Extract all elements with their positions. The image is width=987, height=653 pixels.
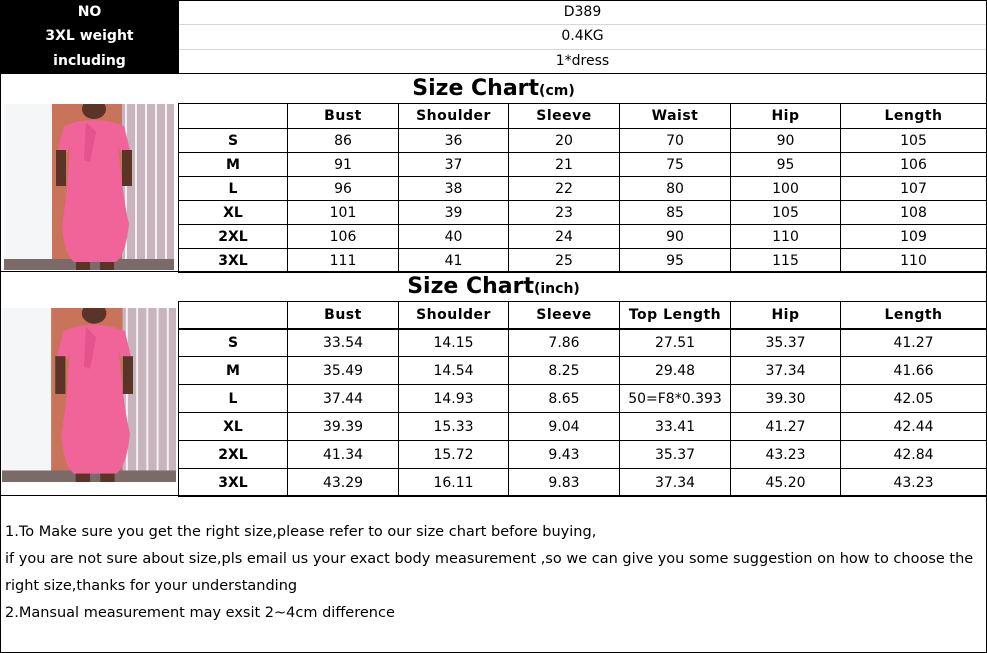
inch-chart-title — [0, 271, 987, 301]
label-no: NO — [77, 4, 102, 20]
cell: 8.25 — [509, 357, 620, 385]
header-cell — [179, 104, 288, 129]
cell: 91 — [288, 153, 399, 177]
cell: 39.39 — [288, 413, 399, 441]
header-cell: Length — [841, 302, 987, 329]
note-line: 1.To Make sure you get the right size,please refer to our size chart before buying, — [5, 524, 597, 540]
cell: 43.23 — [731, 441, 841, 469]
value-including: 1*dress — [555, 52, 610, 69]
table-row — [179, 177, 987, 201]
cell: 41.34 — [288, 441, 399, 469]
cell: 80 — [620, 177, 731, 201]
cell: 15.72 — [399, 441, 509, 469]
cell: 15.33 — [399, 413, 509, 441]
cell: 14.15 — [399, 329, 509, 357]
cell: 110 — [731, 225, 841, 249]
table-row — [179, 385, 987, 413]
cell: 8.65 — [509, 385, 620, 413]
cell: 95 — [731, 153, 841, 177]
table-row — [179, 329, 987, 357]
cell: 105 — [841, 129, 987, 153]
value-weight: 0.4KG — [179, 25, 986, 49]
cell: 9.04 — [509, 413, 620, 441]
size-label: L — [179, 177, 288, 201]
cell: 40 — [399, 225, 509, 249]
cell: 14.93 — [399, 385, 509, 413]
cell: 22 — [509, 177, 620, 201]
cell: 14.54 — [399, 357, 509, 385]
cell: 16.11 — [399, 469, 509, 497]
cell: 9.83 — [509, 469, 620, 497]
product-photo — [4, 104, 174, 270]
label-including: including — [53, 52, 126, 69]
cell: 109 — [841, 225, 987, 249]
cell: 42.84 — [841, 441, 987, 469]
cell: 107 — [841, 177, 987, 201]
cell: 105 — [731, 201, 841, 225]
header-cell: Length — [841, 104, 987, 129]
size-label: 2XL — [179, 441, 288, 469]
label-weight: 3XL weight — [45, 28, 134, 45]
cell: 41.66 — [841, 357, 987, 385]
cell: 42.05 — [841, 385, 987, 413]
cm-unit: (cm) — [539, 83, 575, 99]
cell: 42.44 — [841, 413, 987, 441]
header-cell: Bust — [288, 104, 399, 129]
cell: 110 — [841, 249, 987, 273]
cell: 75 — [620, 153, 731, 177]
cell: 33.41 — [620, 413, 731, 441]
table-row — [179, 129, 987, 153]
header-cell: Top Length — [620, 302, 731, 329]
header-cell: Shoulder — [399, 302, 509, 329]
cell: 39.30 — [731, 385, 841, 413]
cell: 96 — [288, 177, 399, 201]
value-no: D389 — [179, 1, 986, 25]
cell: 29.48 — [620, 357, 731, 385]
size-label: L — [179, 385, 288, 413]
cell: 20 — [509, 129, 620, 153]
cell: 108 — [841, 201, 987, 225]
cell: 90 — [731, 129, 841, 153]
cell: 35.49 — [288, 357, 399, 385]
cell: 41.27 — [731, 413, 841, 441]
cell: 37.34 — [731, 357, 841, 385]
cell: 7.86 — [509, 329, 620, 357]
cell: 23 — [509, 201, 620, 225]
size-chart-cm — [178, 103, 987, 273]
cell: 36 — [399, 129, 509, 153]
note-line: 2.Mansual measurement may exsit 2~4cm difference — [5, 605, 395, 621]
cell: 43.29 — [288, 469, 399, 497]
notes-section — [0, 495, 987, 653]
header-cell: Bust — [288, 302, 399, 329]
cell: 39 — [399, 201, 509, 225]
size-label: M — [179, 357, 288, 385]
cell: 33.54 — [288, 329, 399, 357]
table-row — [179, 249, 987, 273]
table-row — [179, 413, 987, 441]
header-cell: Hip — [731, 104, 841, 129]
table-header-row — [179, 302, 987, 329]
cell: 101 — [288, 201, 399, 225]
header-cell: Sleeve — [509, 104, 620, 129]
cell: 100 — [731, 177, 841, 201]
frame-line — [0, 301, 1, 495]
cell: 21 — [509, 153, 620, 177]
product-info — [0, 0, 987, 73]
cell: 35.37 — [731, 329, 841, 357]
cell: 43.23 — [841, 469, 987, 497]
cell: 25 — [509, 249, 620, 273]
inch-unit: (inch) — [533, 281, 580, 297]
size-label: XL — [179, 413, 288, 441]
header-cell: Hip — [731, 302, 841, 329]
size-label: S — [179, 129, 288, 153]
table-row — [179, 469, 987, 497]
cell: 45.20 — [731, 469, 841, 497]
cell: 9.43 — [509, 441, 620, 469]
cell: 95 — [620, 249, 731, 273]
frame-line — [0, 103, 1, 271]
cell: 35.37 — [620, 441, 731, 469]
table-row — [179, 441, 987, 469]
size-label: 3XL — [179, 249, 288, 273]
cell: 111 — [288, 249, 399, 273]
header-cell — [179, 302, 288, 329]
cell: 41 — [399, 249, 509, 273]
size-label: S — [179, 329, 288, 357]
size-label: 2XL — [179, 225, 288, 249]
cm-title-text: Size Chart — [412, 76, 540, 101]
cell: 24 — [509, 225, 620, 249]
cell: 86 — [288, 129, 399, 153]
size-chart-inch — [178, 301, 987, 497]
cell: 106 — [288, 225, 399, 249]
cell: 90 — [620, 225, 731, 249]
table-header-row — [179, 104, 987, 129]
cell: 50=F8*0.393 — [620, 385, 731, 413]
cell: 37.44 — [288, 385, 399, 413]
cell: 37 — [399, 153, 509, 177]
note-line: if you are not sure about size,pls email us your exact body measurement ,so we can give you some suggestion on how to choose the — [5, 551, 974, 567]
cell: 38 — [399, 177, 509, 201]
info-labels — [0, 0, 179, 73]
size-label: M — [179, 153, 288, 177]
header-cell: Sleeve — [509, 302, 620, 329]
table-row — [179, 201, 987, 225]
note-line: right size,thanks for your understanding — [5, 578, 298, 594]
table-row — [179, 153, 987, 177]
model-image-icon — [2, 308, 176, 482]
product-photo — [2, 308, 176, 482]
cell: 85 — [620, 201, 731, 225]
size-label: 3XL — [179, 469, 288, 497]
table-row — [179, 225, 987, 249]
cell: 37.34 — [620, 469, 731, 497]
header-cell: Waist — [620, 104, 731, 129]
cell: 106 — [841, 153, 987, 177]
cell: 41.27 — [841, 329, 987, 357]
table-row — [179, 357, 987, 385]
inch-title-text: Size Chart — [407, 274, 534, 299]
cell: 115 — [731, 249, 841, 273]
cell: 70 — [620, 129, 731, 153]
cell: 27.51 — [620, 329, 731, 357]
header-cell: Shoulder — [399, 104, 509, 129]
cm-chart-title — [0, 73, 987, 103]
model-image-icon — [4, 104, 174, 270]
size-label: XL — [179, 201, 288, 225]
info-values — [179, 0, 987, 73]
